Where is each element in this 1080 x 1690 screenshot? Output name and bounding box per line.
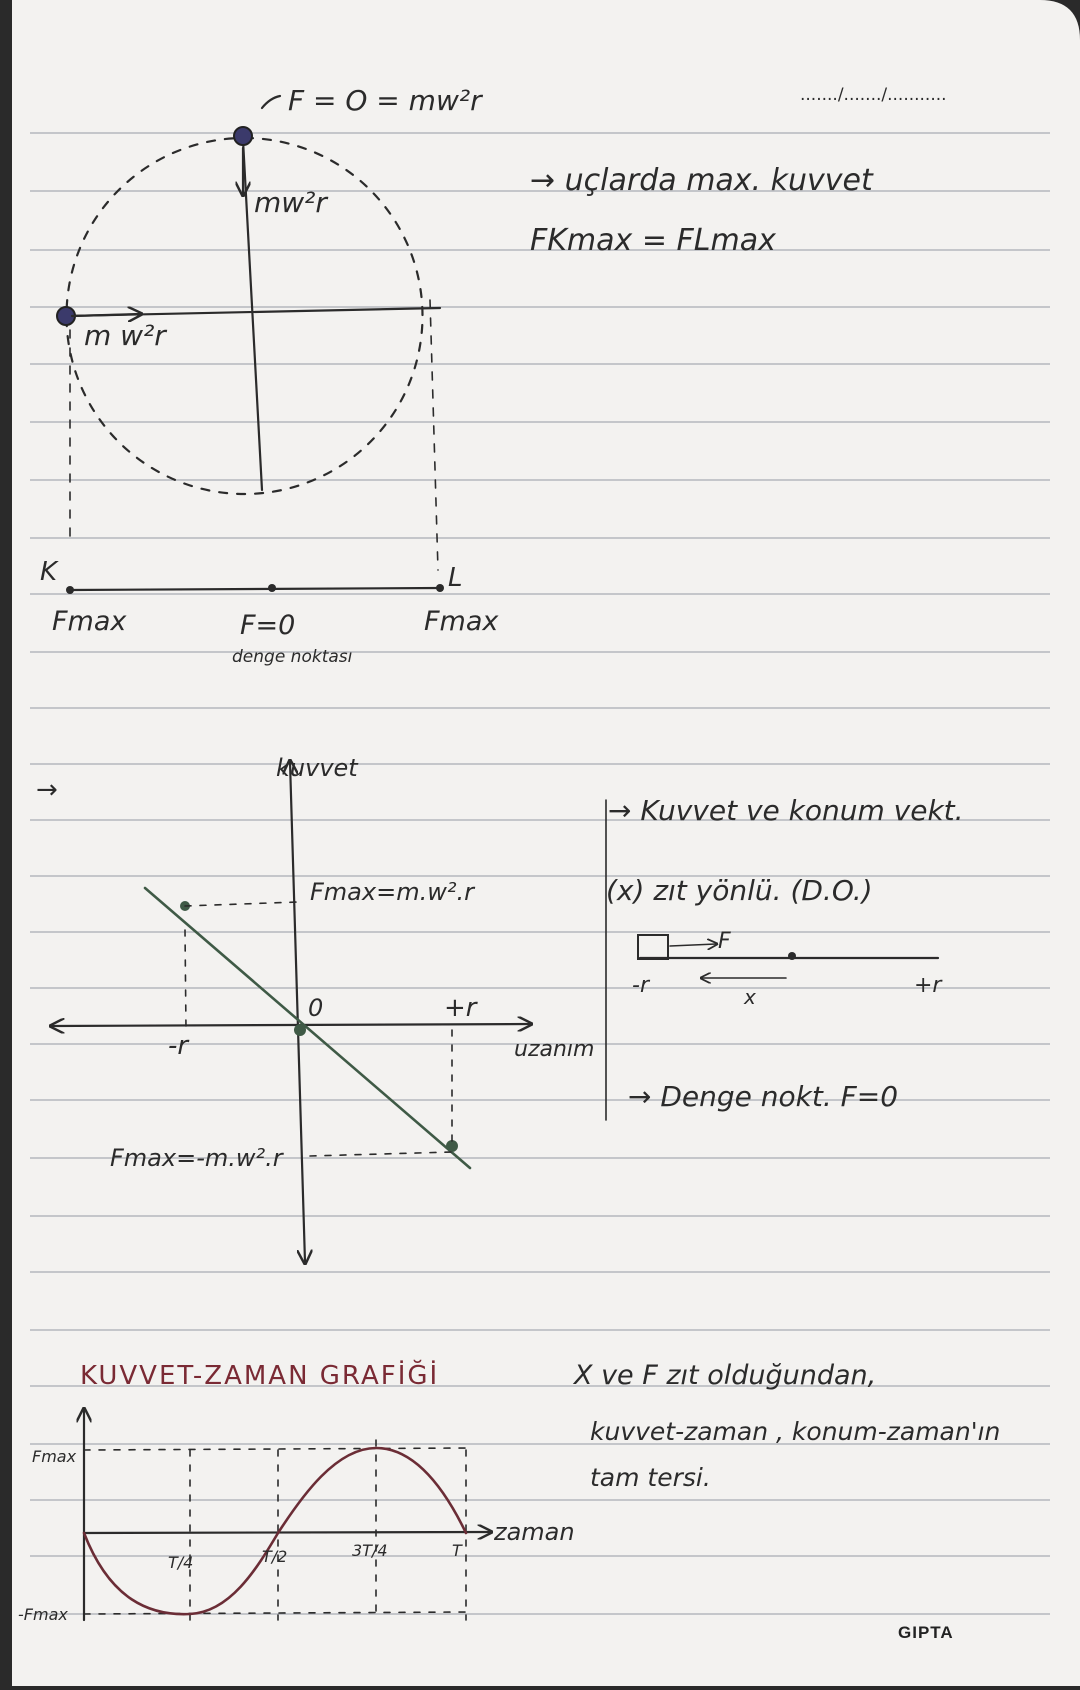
tick-label-t4: T/4 xyxy=(168,1553,194,1572)
left-force-label: m w²r xyxy=(84,319,166,352)
x-axis-label: uzanım xyxy=(514,1037,595,1062)
tick-label-t: T xyxy=(452,1541,462,1560)
note-mid-line3: → Denge nokt. F=0 xyxy=(628,1080,899,1113)
left-fmax-label: Fmax xyxy=(52,606,127,637)
origin-label: 0 xyxy=(308,994,324,1022)
date-placeholder: ......./......./........... xyxy=(800,85,947,105)
graph-title: KUVVET-ZAMAN GRAFİĞİ xyxy=(80,1361,440,1391)
brand-logo: GIPTA xyxy=(898,1623,954,1642)
label-k: K xyxy=(40,557,58,587)
right-fmax-label: Fmax xyxy=(424,606,499,637)
label-l: L xyxy=(448,563,463,593)
mini-force-label: F xyxy=(718,929,731,954)
point-origin xyxy=(294,1024,306,1036)
point-center xyxy=(268,584,276,592)
mini-neg-label: -r xyxy=(632,973,649,998)
pos-r-label: +r xyxy=(444,993,477,1023)
time-axis-label: zaman xyxy=(494,1518,575,1546)
neg-r-label: -r xyxy=(168,1031,189,1061)
center-caption: denge noktası xyxy=(232,647,353,667)
mini-pos-label: +r xyxy=(914,973,942,998)
y-axis-label: kuvvet xyxy=(276,754,358,782)
note-mid-line1: → Kuvvet ve konum vekt. xyxy=(608,794,964,827)
top-mass-dot xyxy=(234,127,252,145)
note-bottom-line1: X ve F zıt olduğundan, xyxy=(574,1360,877,1391)
y-bottom-label: -Fmax xyxy=(18,1605,68,1624)
point-l xyxy=(436,584,444,592)
fmax-neg-label: Fmax=-m.w².r xyxy=(110,1144,283,1172)
y-top-label: Fmax xyxy=(32,1447,77,1466)
note-bottom-line3: tam tersi. xyxy=(590,1463,711,1492)
section-arrow: → xyxy=(36,775,58,805)
top-force-label: mw²r xyxy=(254,186,327,219)
mini-x-label: x xyxy=(744,985,756,1009)
mini-center-dot xyxy=(788,952,796,960)
fmax-pos-label: Fmax=m.w².r xyxy=(310,878,474,906)
point-k xyxy=(66,586,74,594)
note-top-line2: FKmax = FLmax xyxy=(530,223,776,258)
note-top-line1: → uçlarda max. kuvvet xyxy=(530,163,873,198)
center-f0-label: F=0 xyxy=(240,610,296,641)
time-x-axis xyxy=(84,1532,490,1533)
top-label: F = O = mw²r xyxy=(288,84,482,117)
note-mid-line2: (x) zıt yönlü. (D.O.) xyxy=(606,874,873,907)
note-bottom-line2: kuvvet-zaman , konum-zaman'ın xyxy=(590,1417,1001,1446)
tick-label-3t4: 3T/4 xyxy=(352,1541,388,1560)
tick-label-t2: T/2 xyxy=(262,1547,288,1566)
